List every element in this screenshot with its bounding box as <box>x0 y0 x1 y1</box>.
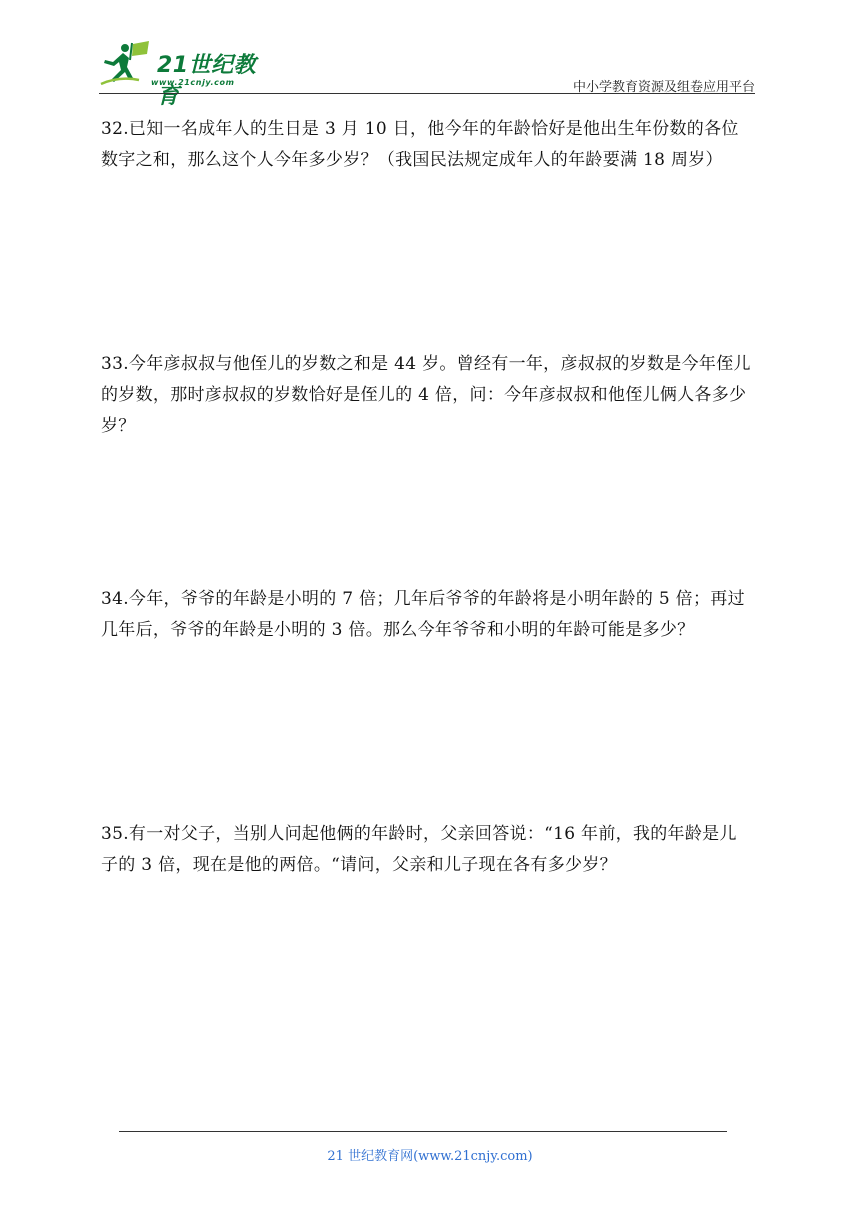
footer-divider <box>119 1131 727 1132</box>
platform-title: 中小学教育资源及组卷应用平台 <box>572 80 755 95</box>
question-34: 34.今年，爷爷的年龄是小明的 7 倍；几年后爷爷的年龄将是小明年龄的 5 倍；再过几年后，爷爷的年龄是小明的 3 倍。那么今年爷爷和小明的年龄可能是多少？ <box>101 589 745 640</box>
question-33: 33.今年彦叔叔与他侄儿的岁数之和是 44 岁。曾经有一年，彦叔叔的岁数是今年侄儿的岁数，那时彦叔叔的岁数恰好是侄儿的 4 倍，问：今年彦叔叔和他侄儿俩人各多少岁？ <box>101 354 751 436</box>
question-32: 32.已知一名成年人的生日是 3 月 10 日，他今年的年龄恰好是他出生年份数的各位数字之和，那么这个人今年多少岁？（我国民法规定成年人的年龄要满 18 周岁） <box>101 119 739 170</box>
header-divider <box>99 93 755 94</box>
footer-link[interactable]: 21 世纪教育网(www.21cnjy.com) <box>327 1149 533 1164</box>
runner-with-flag-icon <box>99 40 159 90</box>
logo <box>99 38 274 109</box>
logo-url: www.21cnjy.com <box>151 78 235 87</box>
logo-text: 21世纪教育 <box>157 53 257 109</box>
page-header <box>99 38 755 109</box>
question-35: 35.有一对父子，当别人问起他俩的年龄时，父亲回答说：“16 年前，我的年龄是儿子的 3 倍，现在是他的两倍。“请问，父亲和儿子现在各有多少岁？ <box>101 824 737 875</box>
